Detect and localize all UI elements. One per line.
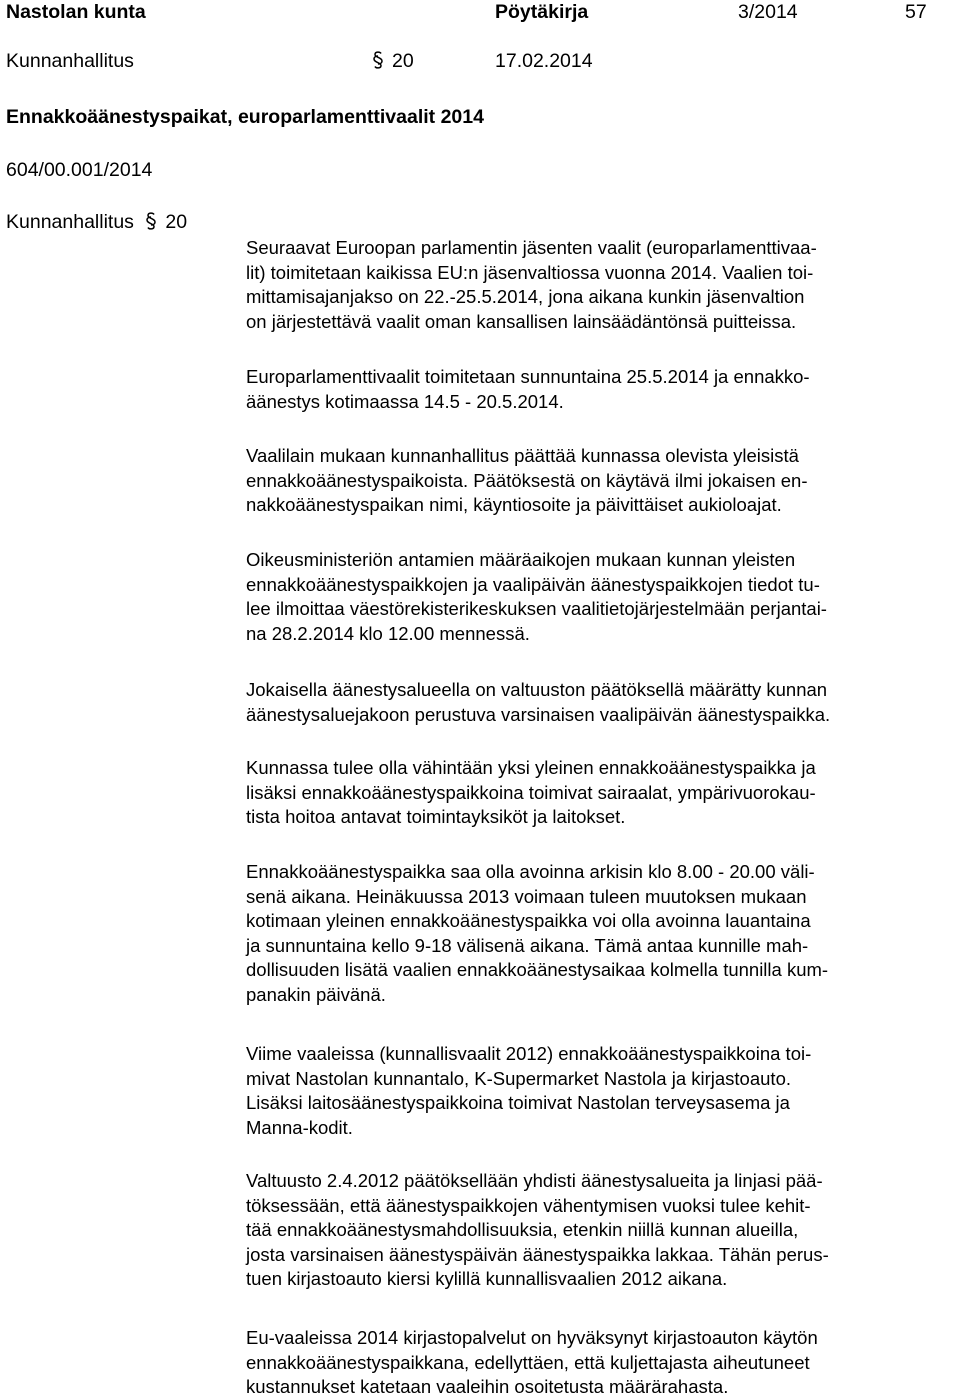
section-board: Kunnanhallitus xyxy=(6,211,134,233)
section-number: 20 xyxy=(165,211,188,233)
municipality-name: Nastolan kunta xyxy=(6,1,146,23)
header-section-number: 20 xyxy=(392,50,414,72)
paragraph-9 xyxy=(246,1169,829,1292)
paragraph-1 xyxy=(246,236,817,334)
text-line: kustannukset katetaan vaaleihin osoitetusta määrärahasta. xyxy=(246,1376,729,1397)
text-line: Seuraavat Euroopan parlamentin jäsenten vaalit (europarlamenttivaa- xyxy=(246,237,817,258)
text-line: Manna-kodit. xyxy=(246,1116,353,1138)
text-line: töksessään, että äänestyspaikkojen vähentymisen vuoksi tulee kehit- xyxy=(246,1194,811,1216)
text-line: Valtuusto 2.4.2012 päätöksellään yhdisti äänestysalueita ja linjasi pää- xyxy=(246,1170,823,1191)
section-label xyxy=(6,210,187,237)
text-line: tuen kirjastoauto kiersi kylillä kunnallisvaalien 2012 aikana. xyxy=(246,1268,728,1289)
text-line: mittamisajanjakso on 22.-25.5.2014, jona aikana kunkin jäsenvaltion xyxy=(246,286,805,307)
paragraph-3 xyxy=(246,444,808,518)
text-line: ja sunnuntaina kello 9-18 välisenä aikana. Tämä antaa kunnille mah- xyxy=(246,934,809,956)
text-line: nakkoäänestyspaikan nimi, käyntiosoite ja päivittäiset aukioloajat. xyxy=(246,494,782,515)
paragraph-2 xyxy=(246,365,810,414)
section-sign-icon xyxy=(145,211,157,237)
text-line: Viime vaaleissa (kunnallisvaalit 2012) ennakkoäänestyspaikkoina toi- xyxy=(246,1043,812,1064)
text-line: dollisuuden lisätä vaalien ennakkoäänestysaikaa kolmella tunnilla kum- xyxy=(246,959,829,980)
page-number: 57 xyxy=(905,1,927,23)
text-line: Oikeusministeriön antamien määräaikojen mukaan kunnan yleisten xyxy=(246,549,796,570)
text-line: Jokaisella äänestysalueella on valtuuston päätöksellä määrätty kunnan xyxy=(246,679,828,700)
document-type: Pöytäkirja xyxy=(495,1,589,23)
text-line: Lisäksi laitosäänestyspaikkoina toimivat Nastolan terveysasema ja xyxy=(246,1092,790,1113)
paragraph-5 xyxy=(246,678,830,727)
text-line: tää ennakkoäänestysmahdollisuuksia, etenkin niillä kunnan alueilla, xyxy=(246,1219,799,1240)
header-date: 17.02.2014 xyxy=(495,50,593,72)
text-line: ennakkoäänestyspaikkana, edellyttäen, että kuljettajasta aiheutuneet xyxy=(246,1351,810,1373)
text-line: äänestys kotimaassa 14.5 - 20.5.2014. xyxy=(246,390,564,412)
text-line: tista hoitoa antavat toimintayksiköt ja laitokset. xyxy=(246,806,626,827)
text-line: lit) toimitetaan kaikissa EU:n jäsenvaltiossa vuonna 2014. Vaalien toi- xyxy=(246,261,814,283)
text-line: kotimaan yleinen ennakkoäänestyspaikka voi olla avoinna lauantaina xyxy=(246,910,811,931)
text-line: mivat Nastolan kunnantalo, K-Supermarket Nastola ja kirjastoauto. xyxy=(246,1067,791,1089)
text-line: on järjestettävä vaalit oman kansallisen lainsäädäntönsä puitteissa. xyxy=(246,310,797,332)
text-line: ennakkoäänestyspaikkojen ja vaalipäivän äänestyspaikkojen tiedot tu- xyxy=(246,573,820,595)
text-line: Vaalilain mukaan kunnanhallitus päättää kunnassa olevista yleisistä xyxy=(246,445,799,466)
text-line: Eu-vaaleissa 2014 kirjastopalvelut on hyväksynyt kirjastoauton käytön xyxy=(246,1327,818,1348)
section-sign-icon xyxy=(372,50,384,76)
text-line: josta varsinaisen äänestyspäivän äänestyspaikka lakkaa. Tähän perus- xyxy=(246,1243,829,1265)
text-line: äänestysaluejakoon perustuva varsinaisen vaalipäivän äänestyspaikka. xyxy=(246,703,831,725)
text-line: panakin päivänä. xyxy=(246,983,386,1005)
paragraph-10 xyxy=(246,1326,818,1400)
header-board: Kunnanhallitus xyxy=(6,50,134,72)
reference-number: 604/00.001/2014 xyxy=(6,159,153,181)
paragraph-8 xyxy=(246,1042,811,1140)
text-line: Europarlamenttivaalit toimitetaan sunnuntaina 25.5.2014 ja ennakko- xyxy=(246,366,810,387)
paragraph-4 xyxy=(246,548,827,646)
text-line: Kunnassa tulee olla vähintään yksi yleinen ennakkoäänestyspaikka ja xyxy=(246,757,816,778)
header-section xyxy=(372,49,414,76)
text-line: lee ilmoittaa väestörekisterikeskuksen vaalitietojärjestelmään perjantai- xyxy=(246,598,827,619)
text-line: ennakkoäänestyspaikoista. Päätöksestä on käytävä ilmi jokaisen en- xyxy=(246,469,808,491)
text-line: senä aikana. Heinäkuussa 2013 voimaan tuleen muutoksen mukaan xyxy=(246,885,807,907)
page-title: Ennakkoäänestyspaikat, europarlamenttivaalit 2014 xyxy=(6,106,484,128)
document-number: 3/2014 xyxy=(738,1,798,23)
text-line: na 28.2.2014 klo 12.00 mennessä. xyxy=(246,622,530,644)
paragraph-6 xyxy=(246,756,816,830)
paragraph-7 xyxy=(246,860,828,1007)
text-line: lisäksi ennakkoäänestyspaikkoina toimivat sairaalat, ympärivuorokau- xyxy=(246,781,816,803)
text-line: Ennakkoäänestyspaikka saa olla avoinna arkisin klo 8.00 - 20.00 väli- xyxy=(246,861,815,882)
